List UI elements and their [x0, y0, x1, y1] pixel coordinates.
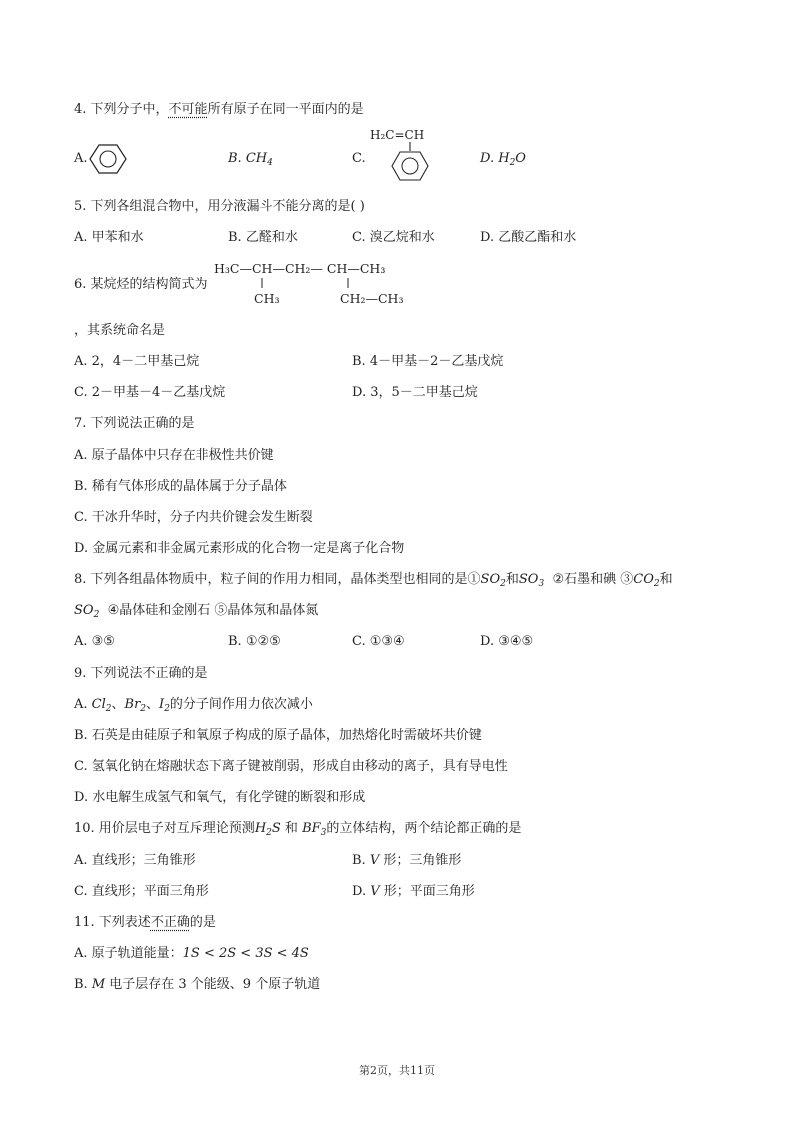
formula-main-chain: H₃C—CH—CH₂— CH—CH₃ — [214, 261, 386, 276]
styrene-formula: H₂C=CH — [370, 128, 425, 142]
q8-option-b: B. ①②⑤ — [228, 634, 281, 649]
q8-stem: 8. 下列各组晶体物质中，粒子间的作用力相同，晶体类型也相同的是$①SO_2$和$SO_3$ ②石墨和碘 $③CO_2$和 — [74, 572, 673, 589]
formula-branch-ethyl: CH₂—CH₃ — [340, 291, 404, 306]
q6-option-c: C. 2－甲基－4－乙基戊烷 — [74, 385, 226, 400]
q7-option-d: D. 金属元素和非金属元素形成的化合物一定是离子化合物 — [74, 541, 405, 556]
formula-branch-methyl: CH₃ — [254, 291, 280, 306]
benzene-structure — [88, 143, 128, 175]
q7-stem: 7. 下列说法正确的是 — [74, 416, 195, 431]
q9-option-d: D. 水电解生成氢气和氧气，有化学键的断裂和形成 — [74, 790, 366, 805]
q10-option-a: A. 直线形；三角锥形 — [74, 853, 196, 868]
q8-option-a: A. ③⑤ — [74, 634, 115, 649]
q7-option-c: C. 干冰升华时，分子内共价键会发生断裂 — [74, 510, 313, 525]
q4-option-a: A. — [74, 151, 88, 166]
q8-option-d: D. ③④⑤ — [480, 634, 534, 649]
page-footer: 第2页，共11页 — [359, 1064, 435, 1077]
q5-option-b: B. 乙醛和水 — [228, 230, 298, 245]
q10-option-d: D. V 形；平面三角形 — [352, 884, 475, 899]
q6-option-a: A. 2，4－二甲基己烷 — [74, 354, 200, 369]
q5-stem: 5. 下列各组混合物中，用分液漏斗不能分离的是( ) — [74, 199, 365, 214]
q11-stem: 11. 下列表述不正确的是 — [74, 915, 216, 930]
q7-option-a: A. 原子晶体中只存在非极性共价键 — [74, 448, 274, 463]
alkane-structure — [212, 258, 422, 310]
q8-option-c: C. ①③④ — [352, 634, 405, 649]
q6-stem-continued: ，其系统命名是 — [74, 323, 166, 338]
q9-option-a: A. $Cl_2$、$Br_2$、$I_2$的分子间作用力依次减小 — [74, 697, 313, 714]
styrene-structure — [366, 124, 436, 186]
q6-stem: 6. 某烷烃的结构简式为 — [74, 277, 208, 292]
q9-option-c: C. 氢氧化钠在熔融状态下离子键被削弱，形成自由移动的离子，具有导电性 — [74, 759, 508, 774]
q5-option-a: A. 甲苯和水 — [74, 230, 144, 245]
q5-option-c: C. 溴乙烷和水 — [352, 230, 435, 245]
q10-option-b: B. V 形；三角锥形 — [352, 853, 462, 868]
q11-option-b: B. M 电子层存在 3 个能级、9 个原子轨道 — [74, 977, 321, 992]
q7-option-b: B. 稀有气体形成的晶体属于分子晶体 — [74, 479, 287, 494]
q10-option-c: C. 直线形；平面三角形 — [74, 884, 209, 899]
q4-option-b: B. $CH_4$ — [228, 151, 273, 168]
q10-stem: 10. 用价层电子对互斥理论预测$H_2S$ 和 $BF_3$的立体结构，两个结论都正确的是 — [74, 821, 522, 838]
q6-option-b: B. 4－甲基－2－乙基戊烷 — [352, 354, 504, 369]
q4-option-c: C. — [352, 151, 366, 166]
q9-option-b: B. 石英是由硅原子和氧原子构成的原子晶体，加热熔化时需破坏共价键 — [74, 728, 482, 743]
q9-stem: 9. 下列说法不正确的是 — [74, 666, 208, 681]
q4-option-d: D. $H_2O$ — [480, 151, 526, 168]
q11-option-a: A. 原子轨道能量：1S < 2S < 3S < 4S — [74, 946, 309, 961]
q8-stem-continued: $SO_2$ ④晶体硅和金刚石 ⑤晶体氖和晶体氮 — [74, 603, 319, 620]
q5-option-d: D. 乙酸乙酯和水 — [480, 230, 577, 245]
q4-stem: 4. 下列分子中，不可能所有原子在同一平面内的是 — [74, 102, 364, 117]
q6-option-d: D. 3，5－二甲基己烷 — [352, 385, 478, 400]
